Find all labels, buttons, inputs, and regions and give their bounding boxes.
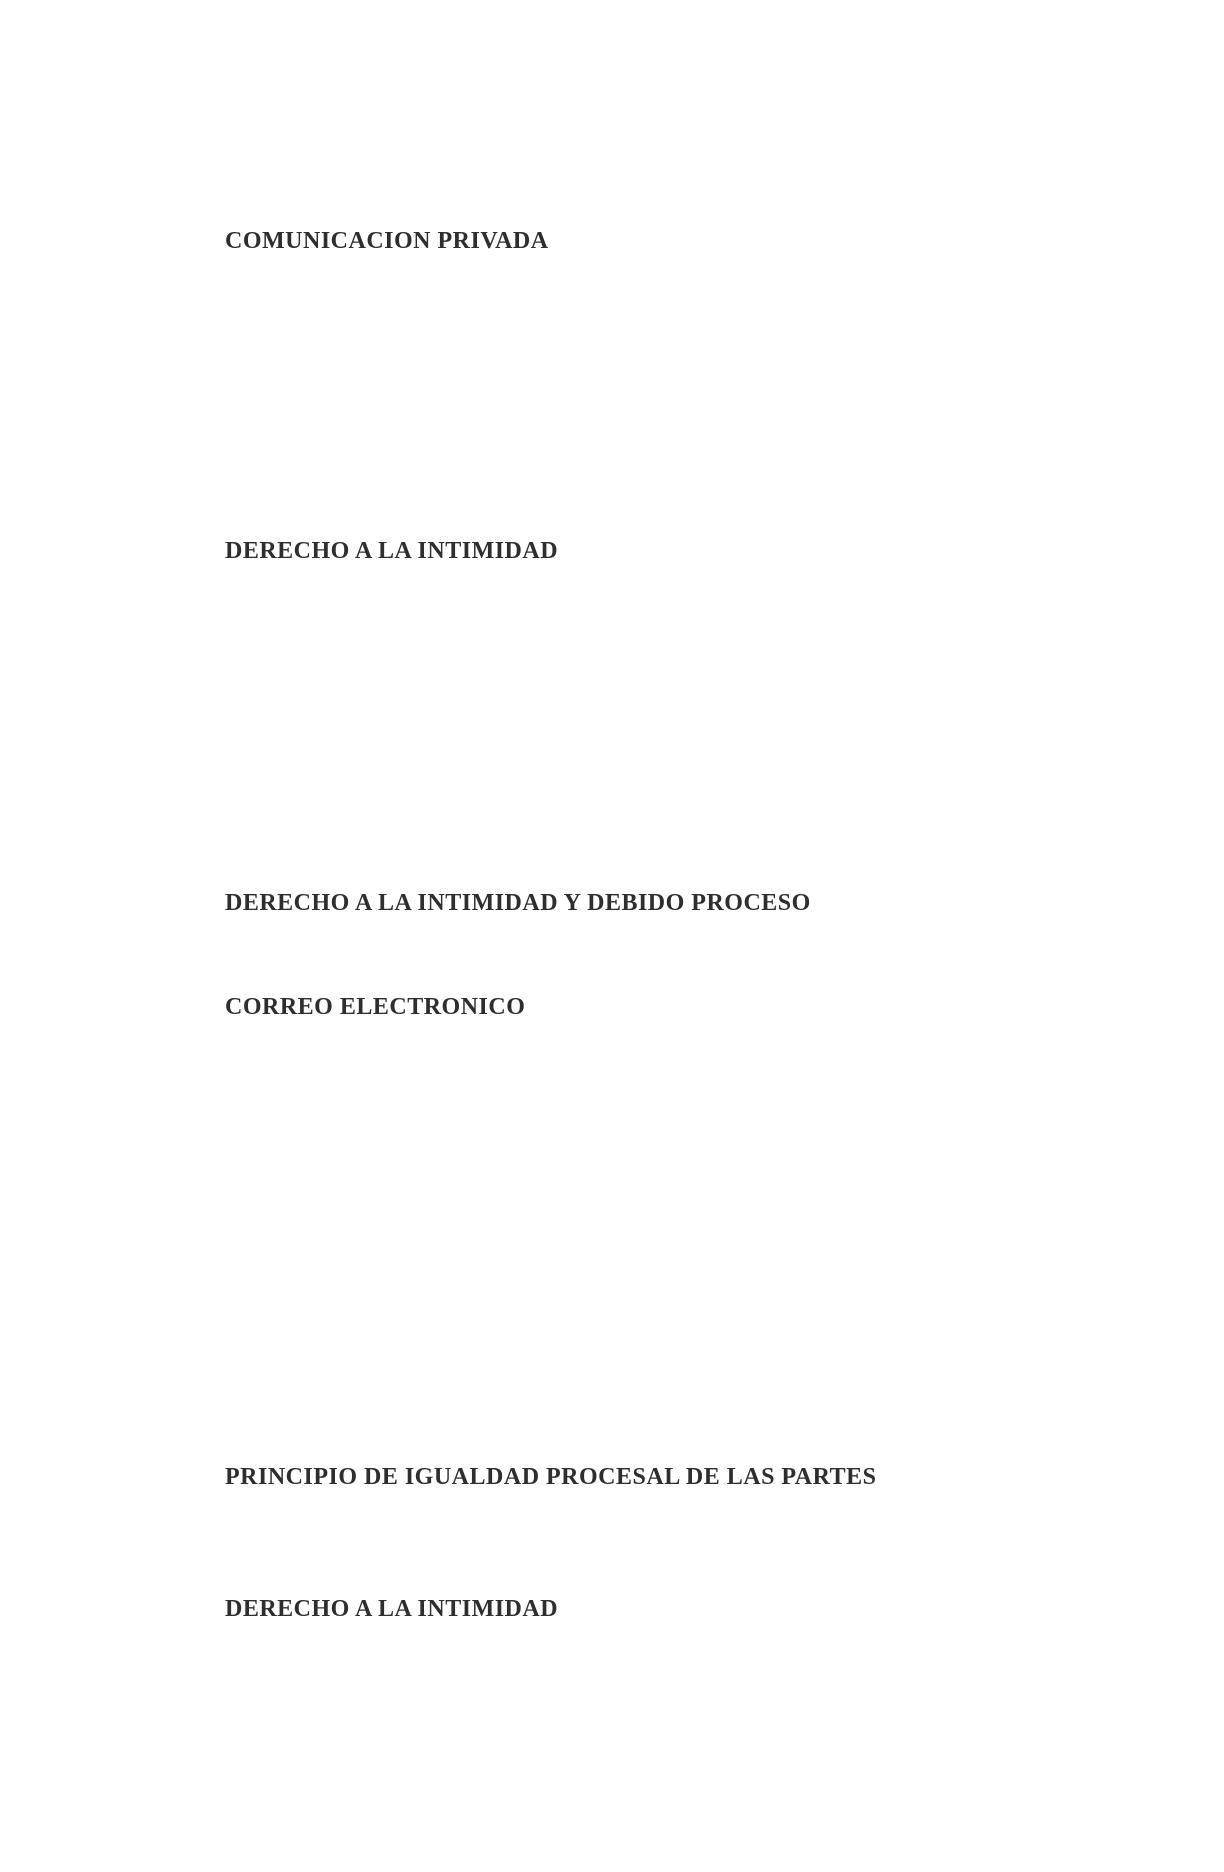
entry-heading: PRINCIPIO DE IGUALDAD PROCESAL DE LAS PARTES — [225, 1464, 877, 1490]
entry-heading: DERECHO A LA INTIMIDAD — [225, 1596, 559, 1622]
entry-heading: DERECHO A LA INTIMIDAD — [225, 538, 559, 564]
entry-heading: CORREO ELECTRONICO — [225, 994, 526, 1020]
entry-comunicacion-privada — [225, 226, 1060, 257]
entry-derecho-intimidad — [225, 536, 1060, 567]
entry-igualdad-procesal — [225, 1462, 1060, 1493]
entry-debido-proceso — [225, 888, 1060, 919]
entry-derecho-intimidad-exclusion — [225, 1594, 1060, 1625]
entry-correo-electronico — [225, 992, 1060, 1023]
entry-heading: DERECHO A LA INTIMIDAD Y DEBIDO PROCESO — [225, 890, 811, 916]
entry-heading: COMUNICACION PRIVADA — [225, 228, 549, 254]
